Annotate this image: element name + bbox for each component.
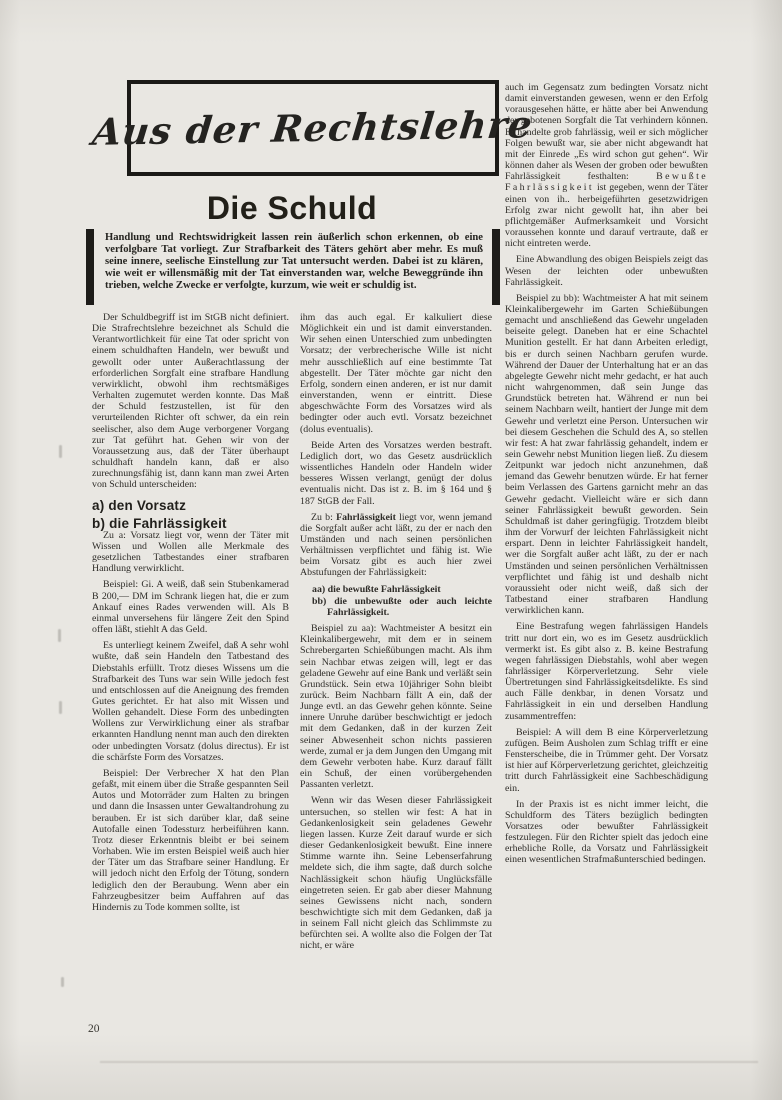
paragraph-bf-rest: ist gegeben, wenn der Täter einen von ih.. herbeigeführten gesetzwidrigen Erfolg zwar nicht gewollt hat, ihn aber bei pflichtgemäßer Aufmerksamkeit und Vorsicht voraussehen konnte und darauf vertraute, daß er nicht eintreten werde. [505, 182, 708, 250]
paragraph-beispiel-aa: Beispiel zu aa): Wachtmeister A besitzt ein Kleinkalibergewehr, mit dem er in seinem Schrebergarten Schießübungen macht. Als ihm sein Nachbar etwas zeigen will, legt er das geladene Gewehr auf eine Bank und verläßt sein Grundstück. Sein etwa 10jähriger Sohn bleibt zurück. Beim Nachbarn fällt A ein, daß der Junge evtl. an das Gewehr gehen könnte. Seine innere Unruhe darüber beschwichtigt er jedoch mit dem Gedanken, daß in der kurzen Zeit seiner Abwesenheit schon nichts passieren werde, zumal er ja dem Jungen den Umgang mit dem Gewehr verboten habe. Kurz darauf fällt ein Schuß, der einen vorübergehenden Passanten verletzt. [300, 623, 492, 791]
column-2 [300, 312, 492, 1014]
paragraph-zu-a: Zu a: Vorsatz liegt vor, wenn der Täter mit Wissen und Wollen alle Merkmale des gesetzlichen Tatbestandes einer strafbaren Handlung verwirklicht. [92, 529, 289, 575]
scan-smudge-line [100, 1061, 758, 1063]
paragraph-beispiel-autofalle: Beispiel: Der Verbrecher X hat den Plan gefaßt, mit einem über die Straße gespannten Seil Autos und Motorräder zum Halten zu bringen und dann die Insassen unter Gewaltandrohung zu berauben. Er ist sich darüber klar, daß seine Autofalle einen Todessturz herbeiführen kann. Trotz dieser Erkenntnis bleibt er bei seinem Vorhaben. Wie im ersten Beispiel weiß auch hier der Täter um das Strafbare seiner Handlung. Er will jedoch nicht den Erfolg der Tötung, sondern lediglich den der Beraubung. Wenn aber ein Fahrzeugbesitzer beim Auffahren auf das Hindernis zu Tode kommen sollte, ist [92, 767, 289, 913]
column-1 [92, 312, 289, 1014]
list-item-bb: bb) die unbewußte oder auch leichte Fahrlässigkeit. [312, 595, 492, 618]
paragraph-praxis: In der Praxis ist es nicht immer leicht, die Schuldform des Täters bezüglich bedingten Vorsatzes oder bewußter Fahrlässigkeit festzulegen. Für den Richter spielt das jedoch eine erhebliche Rolle, da Vorsatz und Fahrlässigkeit einen wesentlichen Strafmaßunterschied bedingen. [505, 798, 708, 866]
paragraph-bestrafung-vorsatz: Beide Arten des Vorsatzes werden bestraft. Lediglich dort, wo das Gesetz ausdrücklich wissentliches Handeln oder Handeln wider besseres Wissen verlangt, genügt der dolus eventualis nicht. Das ist z. B. im § 164 und § 187 StGB der Fall. [300, 439, 492, 507]
heading-fahrlaessigkeit: b) die Fahrlässigkeit [92, 515, 227, 531]
scan-mark [61, 977, 64, 987]
paragraph-zu-b-term: Fahrlässigkeit [336, 511, 396, 523]
paragraph-beispiel-fensterscheibe: Beispiel: A will dem B eine Körperverletzung zufügen. Beim Ausholen zum Schlag trifft er eine Fensterscheibe, die in Trümmer geht. Der Vorsatz ist hier auf Körperverletzung gerichtet, gleichzeitig tritt durch Fahrlässigkeit eine Sachbeschädigung ein. [505, 726, 708, 794]
paragraph-beispiel-diebstahl: Beispiel: Gi. A weiß, daß sein Stubenkamerad B 200,— DM im Schrank liegen hat, die er zum Ankauf eines Rades verwenden will. Als B einmal unversehens für längere Zeit den Spind offen läßt, stiehlt A das Geld. [92, 579, 289, 636]
section-banner-title: Aus der Rechtslehre [90, 102, 536, 154]
scan-mark [59, 701, 62, 714]
paragraph-bestrafung-fahrlaessigkeit: Eine Bestrafung wegen fahrlässigen Handels tritt nur dort ein, wo es im Gesetz ausdrücklich vermerkt ist. Es gibt also z. B. keine Bestrafung wegen fahrlässigen Diebstahls, wohl aber wegen fahrlässiger Körperverletzung. Sehr viele Übertretungen sind Fahrlässigkeitsdelikte. Es sind auch Fälle denkbar, in denen Vorsatz und Fahrlässigkeit in ein und derselben Handlung zusammentreffen: [505, 621, 708, 722]
column-3 [505, 82, 708, 1022]
paragraph-zu-b-rest: liegt vor, wenn jemand die Sorgfalt außer acht läßt, zu der er nach den Umständen und nach seinen persönlichen Verhältnissen verpflichtet und fähig ist. Wie beim Vorsatz gibt es auch hier zwei Abstufungen der Fahrlässigkeit: [300, 511, 492, 579]
intro-text: Handlung und Rechtswidrigkeit lassen rein äußerlich schon erkennen, ob eine verfolgbare Tat vorliegt. Zur Strafbarkeit des Täters gehört aber mehr. Es muß seine innere, seelische Einstellung zur Tat untersucht werden. Dabei ist zu klären, wie weit er willensmäßig mit der Tat einverstanden war, welche Beweggründe ihn trieben, welche Zwecke er verfolgte, kurzum, wie weit er schuldig ist. [105, 232, 483, 292]
paragraph-schuldbegriff: Der Schuldbegriff ist im StGB nicht definiert. Die Strafrechtslehre bezeichnet als Schuld die Verantwortlichkeit für eine Tat oder spricht von einem schuldhaften Handeln, wer bewußt und gewollt oder unter Außerachtlassung der erforderlichen Sorgfalt eine strafbare Handlung verwirklicht, obwohl ihm rechtsmäßiges Verhalten zugemutet werden konnte. Das Maß der Schuld festzustellen, ist für den verurteilenden Richter oft schwer, da ein rein seelischer, also dem Auge verborgener Vorgang zur Tat geführt hat. Gehen wir von der Voraussetzung aus, daß der Täter überhaupt schuldhaft handeln kann, daß er also zurechnungsfähig ist, dann kann man zwei Arten von Schuld unterscheiden: [92, 312, 289, 491]
paragraph-bf-lead: auch im Gegensatz zum bedingten Vorsatz nicht damit einverstanden gewesen, wenn er den Erfolg vorausgesehen hätte, er hätte aber bei Anwendung der gebotenen Sorgfalt die Tat verhindern können. Er handelte grob fahrlässig, weil er sich möglicher Folgen bewußt war, sie aber nicht abgewandt hat mit der Einrede „Es wird schon gut gehen“. Wir können daher als Wesen der groben oder bewußten Fahrlässigkeit festhalten: [505, 82, 708, 183]
paragraph-wesen-fahrlaessigkeit: Wenn wir das Wesen dieser Fahrlässigkeit untersuchen, so stellen wir fest: A hat in Gedankenlosigkeit sein geladenes Gewehr liegen lassen. Kurze Zeit darauf wurde er sich dieser Gedankenlosigkeit bewußt. Eine innere Stimme warnte ihn. Seine Lebenserfahrung meldete sich, die ihm sagte, daß durch solche Nachlässigkeit schon häufig Unglücksfälle eingetreten seien. Er gab aber dieser Mahnung seines Gewissens nicht nach, sondern beschwichtigte sich mit dem Gedanken, daß ja in seinem Fall nicht gleich das Schlimmste zu befürchten sei. A wollte also die Folgen der Tat nicht, er wäre [300, 795, 492, 952]
paragraph-beispiel-bb: Beispiel zu bb): Wachtmeister A hat mit seinem Kleinkalibergewehr im Garten Schießübungen gemacht und anschließend das Gewehr ungeladen beiseite gelegt. Daneben hat er eine Schachtel Munition gestellt. Er hat dann Arbeiten erledigt, bis er durch seinen Nachbarn gerufen wurde. Während der Dauer der Unterhaltung hat er an das abgelegte Gewehr nicht mehr gedacht, er hat auch nicht wahrgenommen, daß sein Junge das Grundstück betreten hat. Während er nun bei seinem Nachbarn weilt, hantiert der Junge mit dem Gewehr und verletzt eine Person. Untersuchen wir bei diesem Geschehen die Schuld des A, so stellen wir fest: A hat zwar fahrlässig gehandelt, indem er sein Gewehr nebst Munition liegen ließ. Zu diesem Zeitpunkt war jedoch nicht anzunehmen, daß jemand das Gewehr benutzen würde. Er hat ferner beim Verlassen des Gartens garnicht mehr an das Gewehr gedacht. Vielleicht wäre er sich dann seiner Fahrlässigkeit bewußt geworden. Sein Schuldmaß ist daher geringfügig. Trotzdem bleibt ihm der Vorwurf der leichten Fahrlässigkeit nicht erspart. Denn in leichter Fahrlässigkeit handelt, wer die Sorgfalt außer acht läßt, zu der er nach Umständen und seinen persönlichen Verhältnissen verpflichtet und fähig ist und deshalb nicht voraussieht oder nicht weiß, daß sich der Tatbestand einer strafbaren Handlung verwirklichen kann. [505, 292, 708, 617]
paragraph-dolus-eventualis: ihm das auch egal. Er kalkuliert diese Möglichkeit ein und ist damit einverstanden. Wir sehen einen Unterschied zum unbedingten Vorsatz; der verbrecherische Wille ist nicht mehr ausschließlich auf eine bestimmte Tat abgestellt. Der Täter möchte gar nicht den Erfolg, sondern einen anderen, er ist nur damit einverstanden, wenn er eintritt. Diese abgeschwächte Form des Vorsatzes wird als bedingter oder auch evtl. Vorsatz bezeichnet (dolus eventualis). [300, 312, 492, 435]
paragraph-zu-b [300, 512, 492, 579]
paragraph-bf-term: Bewußte Fahrlässigkeit [505, 171, 708, 194]
list-item-aa: aa) die bewußte Fahrlässigkeit [312, 583, 441, 595]
article-title: Die Schuld [206, 190, 378, 226]
page-number: 20 [88, 1023, 100, 1035]
paragraph-zu-b-lead: Zu b: [311, 511, 337, 523]
section-banner [90, 80, 536, 176]
scan-mark [59, 445, 62, 458]
heading-vorsatz: a) den Vorsatz [92, 497, 187, 513]
paragraph-abwandlung: Eine Abwandlung des obigen Beispiels zeigt das Wesen der leichten oder unbewußten Fahrlässigkeit. [505, 254, 708, 288]
scan-mark [58, 629, 61, 642]
intro-abstract [86, 229, 500, 305]
paragraph-bewusste-fahrlaessigkeit [505, 82, 708, 249]
paragraph-dolus-directus: Es unterliegt keinem Zweifel, daß A sehr wohl wußte, daß sein Handeln den Tatbestand des Diebstahls erfüllt. Trotz dieses Wissens um die Strafbarkeit des Tuns war sein Wille jedoch fest und entschlossen auf die Aneignung des fremden Gutes gerichtet. Er hat also mit Wissen und Wollen gehandelt. Diese Form des unbedingten Wollens zur Verwirklichung einer als strafbar erkannten Handlung nennt man auch den direkten oder unbedingten Vorsatz (dolus directus). Er ist die schärfste Form des Vorsatzes. [92, 640, 289, 763]
